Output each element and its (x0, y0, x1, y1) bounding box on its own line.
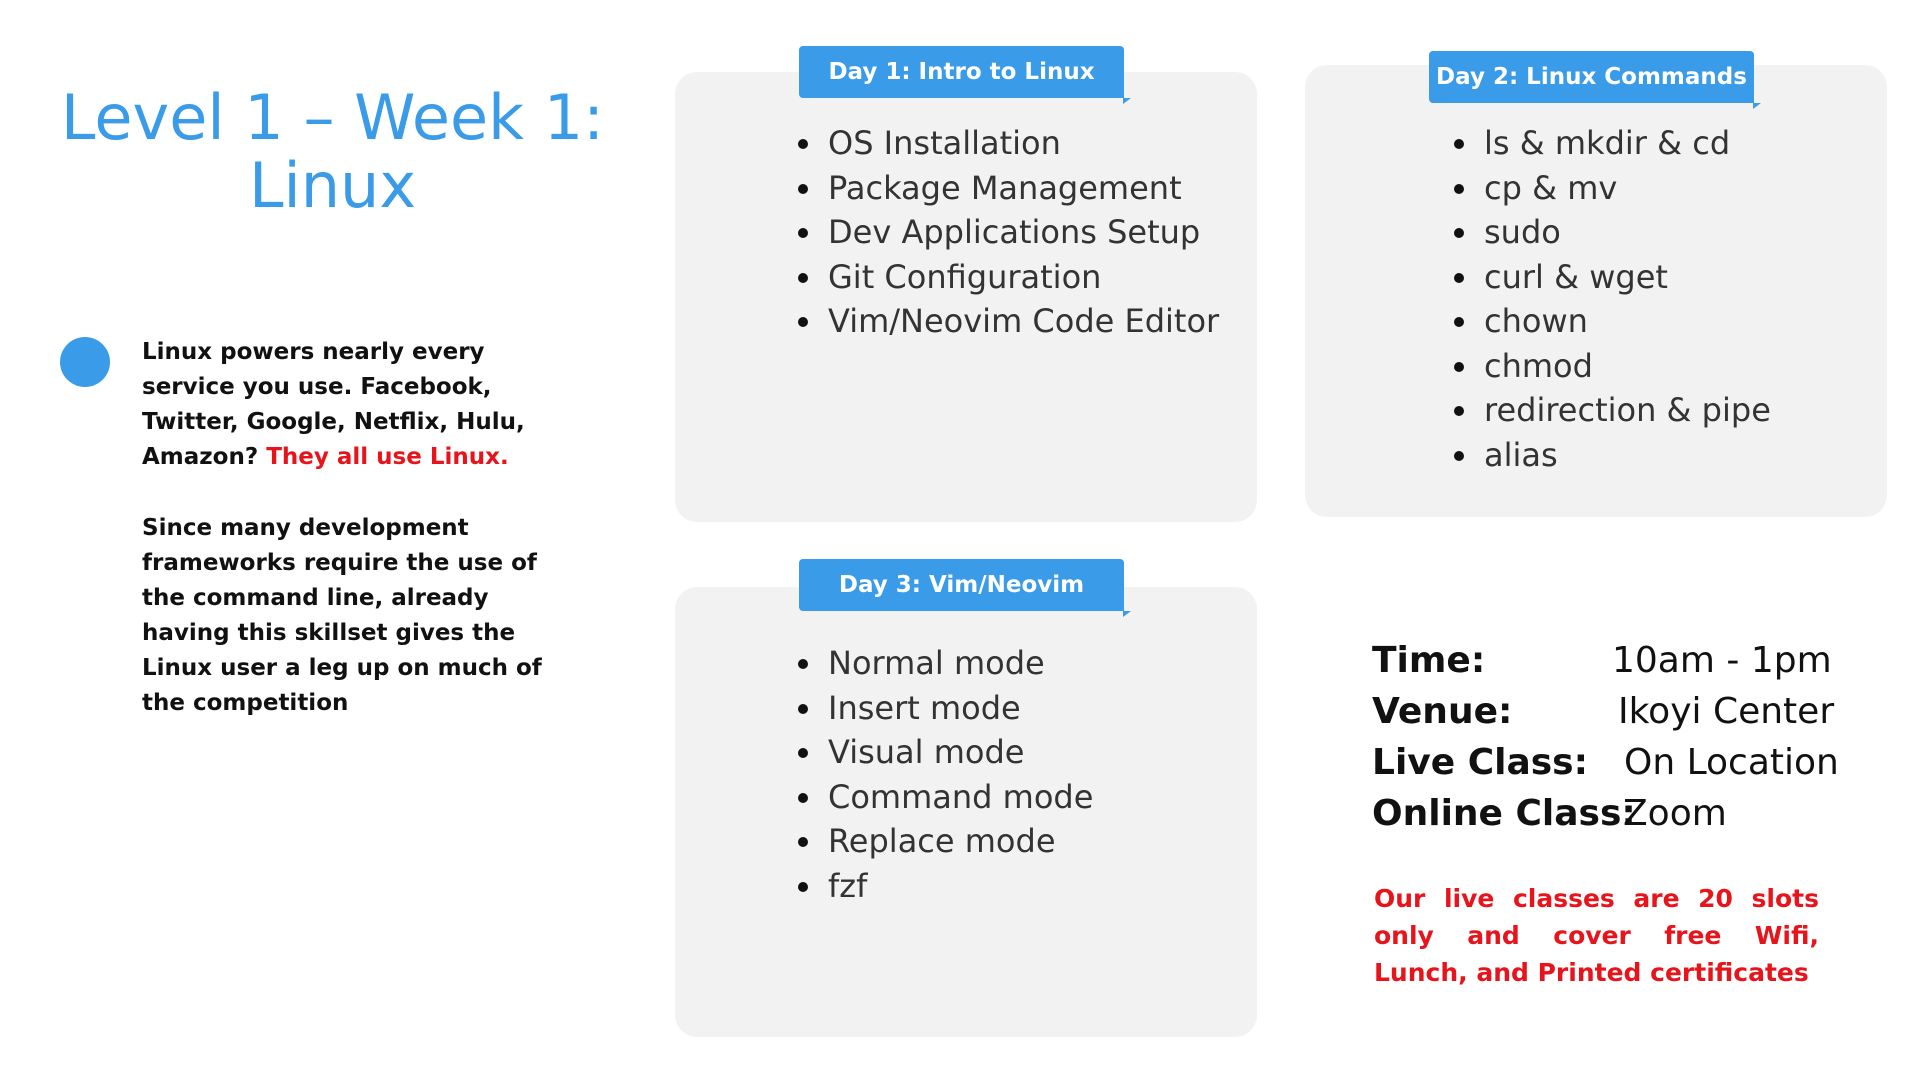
list-item: cp & mv (1454, 166, 1771, 211)
list-item: Git Configuration (798, 255, 1219, 300)
intro-paragraph-2: Since many development frameworks require the use of the command line, already having this skillset gives the Linux user a leg up on much of the competition (142, 515, 542, 716)
info-label: Live Class: (1372, 742, 1588, 783)
list-item: Insert mode (798, 686, 1093, 731)
day1-topic-list (798, 121, 1219, 344)
list-item: Dev Applications Setup (798, 210, 1219, 255)
info-value: On Location (1624, 742, 1839, 783)
list-item: chown (1454, 299, 1771, 344)
day1-tab: Day 1: Intro to Linux (799, 46, 1124, 98)
list-item: sudo (1454, 210, 1771, 255)
intro-paragraph-1 (142, 335, 542, 475)
list-item: Normal mode (798, 641, 1093, 686)
intro-paragraph-1-main: Linux powers nearly every service you use. Facebook, Twitter, Google, Netflix, Hulu, Amazon? (142, 339, 525, 470)
list-item: curl & wget (1454, 255, 1771, 300)
list-item: Replace mode (798, 819, 1093, 864)
list-item: OS Installation (798, 121, 1219, 166)
list-item: Command mode (798, 775, 1093, 820)
day3-topic-list (798, 641, 1093, 908)
intro-text (142, 335, 542, 721)
info-value: Ikoyi Center (1618, 691, 1835, 732)
day3-tab: Day 3: Vim/Neovim (799, 559, 1124, 611)
info-label: Time: (1372, 640, 1486, 681)
list-item: ls & mkdir & cd (1454, 121, 1771, 166)
list-item: chmod (1454, 344, 1771, 389)
list-item: alias (1454, 433, 1771, 478)
list-item: Vim/Neovim Code Editor (798, 299, 1219, 344)
list-item: redirection & pipe (1454, 388, 1771, 433)
page-title-line1: Level 1 – Week 1: (60, 81, 605, 154)
list-item: Package Management (798, 166, 1219, 211)
info-label: Venue: (1372, 691, 1513, 732)
list-item: fzf (798, 864, 1093, 909)
info-label: Online Class: (1372, 793, 1636, 834)
page-title (60, 81, 605, 222)
info-value: Zoom (1623, 793, 1727, 834)
page-title-line2: Linux (248, 149, 417, 222)
slots-note: Our live classes are 20 slots only and cover free Wifi, Lunch, and Printed certificates (1374, 884, 1819, 987)
bullet-dot-icon (60, 337, 110, 387)
info-value: 10am - 1pm (1612, 640, 1832, 681)
day2-topic-list (1454, 121, 1771, 477)
intro-paragraph-1-highlight: They all use Linux. (266, 444, 509, 470)
day2-tab: Day 2: Linux Commands (1429, 51, 1754, 103)
list-item: Visual mode (798, 730, 1093, 775)
